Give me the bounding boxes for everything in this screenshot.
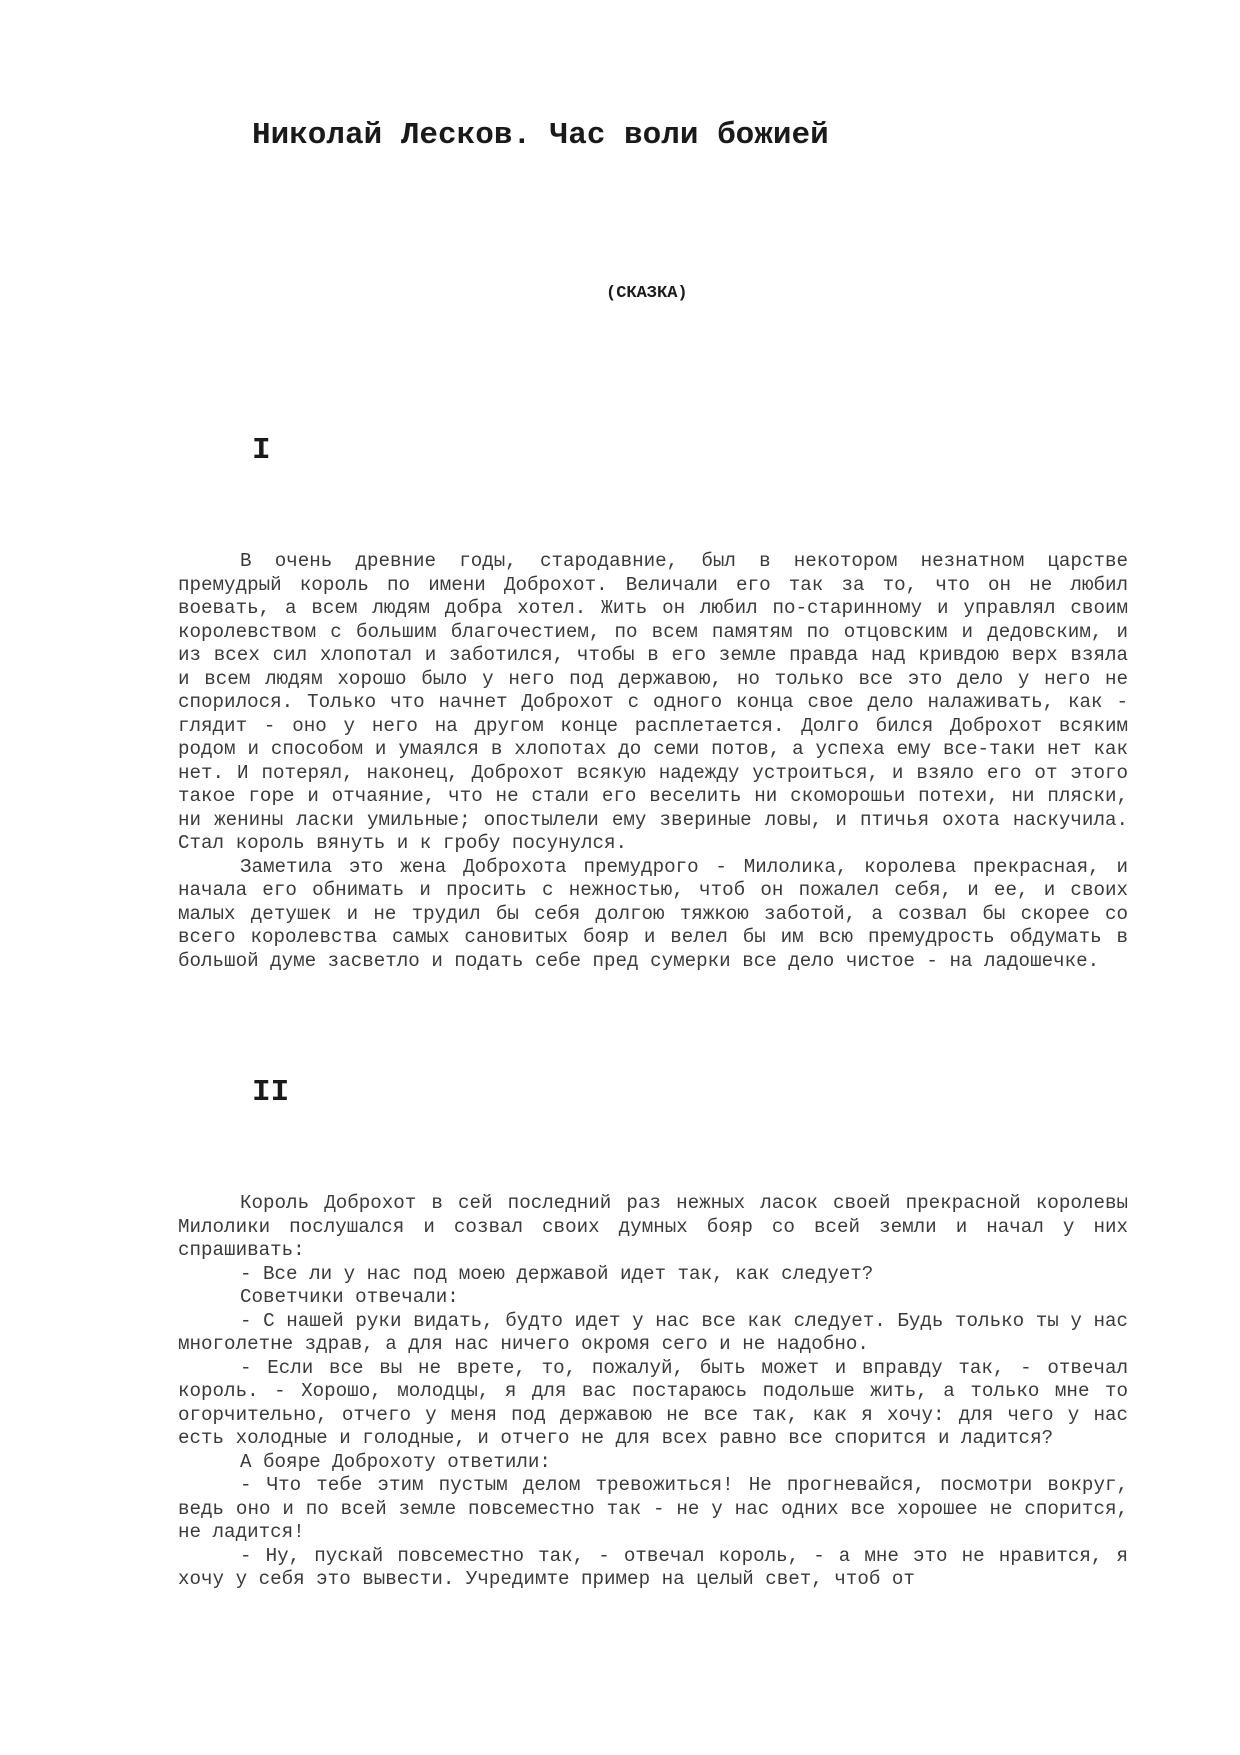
paragraph: Советчики отвечали: — [240, 1286, 459, 1308]
paragraph: - Все ли у нас под моею державой идет так, как следует? — [240, 1262, 874, 1285]
paragraph: Король Доброхот в сей последний раз нежных ласок своей прекрасной королевы Милолики послушался и созвал своих думных бояр со всей земли и начал у них спрашивать: — [178, 1192, 1128, 1261]
paragraph: - Ну, пускай повсеместно так, - отвечал король, - а мне это не нравится, я хочу у себя это вывести. Учредимте пример на целый свет, чтоб от — [178, 1544, 1128, 1590]
paragraph: В очень древние годы, стародавние, был в некотором незнатном царстве премудрый король по имени Доброхот. Величали его так за то, что он не любил воевать, а всем людям добра хотел. Жить он любил по-старинному и управлял своим королевством с большим благочестием, по всем памятям по отцовским и дедовским, и из всех сил хлопотал и заботился, чтобы в его земле правда над кривдою верх взяла и всем людям хорошо было у него под державою, но только все это дело у него не спорилося. Только что начнет Доброхот с одного конца свое дело налаживать, как - глядит - оно у него на другом конце расплетается. Долго бился Доброхот всяким родом и способом и умаялся в хлопотах до семи потов, а успеха ему все-таки нет как нет. И потерял, наконец, Доброхот всякую надежду устроиться, и взяло его от этого такое горе и отчаяние, что не стали его веселить ни скоморошьи потехи, ни пляски, ни женины ласки умильные; опостылели ему звериные ловы, и птичья охота наскучила. Стал король вянуть и к гробу посунулся. — [178, 550, 1128, 854]
document-title: Николай Лесков. Час воли божией — [252, 118, 829, 153]
chapter-heading-2: II — [252, 1075, 290, 1110]
paragraph: - Что тебе этим пустым делом тревожиться! Не прогневайся, посмотри вокруг, ведь оно и по всей земле повсеместно так - не у нас одних все хорошее не спорится, не ладится! — [178, 1474, 1128, 1543]
paragraph: А бояре Доброхоту ответили: — [240, 1450, 551, 1473]
paragraph: Заметила это жена Доброхота премудрого - Милолика, королева прекрасная, и начала его обнимать и просить с нежностью, чтоб он пожалел себя, и ее, и своих малых детушек и не трудил бы себя долгою тяжкою заботой, а созвал бы скорее со всего королевства самых сановитых бояр и велел бы им всю премудрость обдумать в большой думе засветло и подать себе пред сумерки все дело чистое - на ладошечке. — [178, 855, 1128, 972]
paragraph: - С нашей руки видать, будто идет у нас все как следует. Будь только ты у нас многолетне здрав, а для нас ничего окромя сего и не надобно. — [178, 1309, 1128, 1355]
chapter-1-text — [178, 550, 1128, 973]
document-subtitle: (СКАЗКА) — [606, 284, 688, 303]
chapter-2-text — [178, 1192, 1128, 1592]
paragraph: - Если все вы не врете, то, пожалуй, быть может и вправду так, - отвечал король. - Хорошо, молодцы, я для вас постараюсь подольше жить, а только мне то огорчительно, отчего у меня под державою не все так, как я хочу: для чего у нас есть холодные и голодные, и отчего не для всех равно все спорится и ладится? — [178, 1356, 1128, 1449]
chapter-heading-1: I — [252, 433, 271, 468]
